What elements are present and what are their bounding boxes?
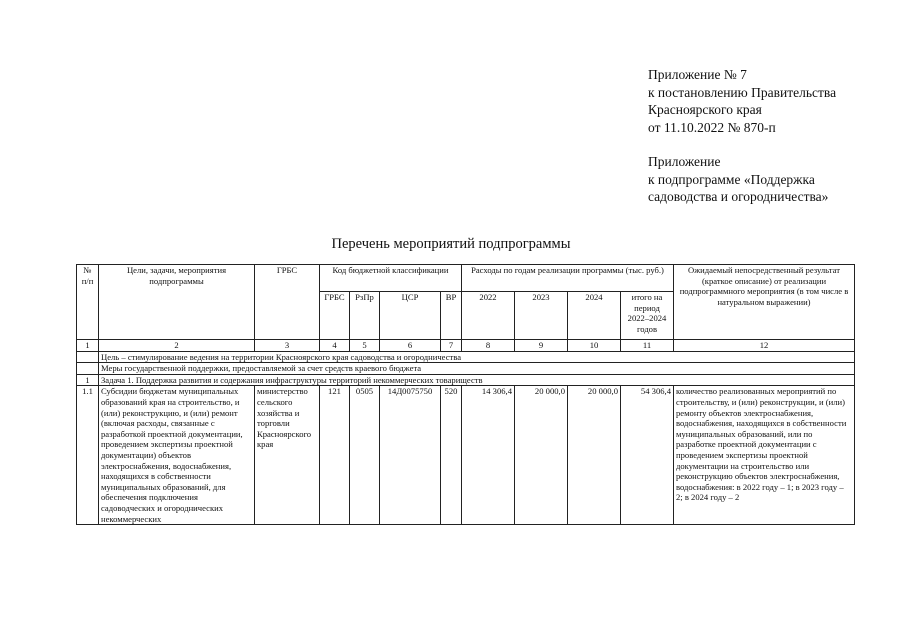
header-2024: 2024 [568,292,621,340]
row-grbs-code: 121 [320,386,350,525]
row-vr: 520 [441,386,462,525]
row-total: 54 306,4 [621,386,674,525]
row-2024: 20 000,0 [568,386,621,525]
column-number: 6 [380,340,441,352]
column-numbers-row [77,340,855,352]
column-number: 4 [320,340,350,352]
header-total: итого на период 2022–2024 годов [621,292,674,340]
header-2022: 2022 [462,292,515,340]
appendix-line: к подпрограмме «Поддержка [648,171,815,187]
goal-row [77,351,855,363]
header-csr: ЦСР [380,292,441,340]
header-row [77,265,855,292]
appendix-line: Приложение [648,154,721,169]
column-number: 8 [462,340,515,352]
header-bcc: Код бюджетной классификации [320,265,462,292]
appendix-subprogram [648,153,898,206]
row-description: Субсидии бюджетам муниципальных образований края на строительство, и (или) реконструкцию, и (или) ремонт (включая расходы, связанные с разработкой проектной документации, проведением экспертизы проектной документации) объектов электроснабжения, водоснабжения, находящихся в собственности муниципальных образований, для обеспечения подключения садоводческих и огороднических некоммерческих [99,386,255,525]
header-num: № п/п [77,265,99,340]
header-goals: Цели, задачи, мероприятия подпрограммы [99,265,255,340]
column-number: 12 [674,340,855,352]
header-result: Ожидаемый непосредственный результат (краткое описание) от реализации подпрограммного мероприятия (в том числе в натуральном выражении) [674,265,855,340]
row-2023: 20 000,0 [515,386,568,525]
measures-text: Меры государственной поддержки, предоставляемой за счет средств краевого бюджета [99,363,855,375]
header-grbs: ГРБС [255,265,320,340]
column-number: 3 [255,340,320,352]
row-csr: 14Д0075750 [380,386,441,525]
task-text: Задача 1. Поддержка развития и содержания инфраструктуры территорий некоммерческих товариществ [99,374,855,386]
row-rzpr: 0505 [350,386,380,525]
goal-text: Цель – стимулирование ведения на территории Красноярского края садоводства и огородничества [99,351,855,363]
appendix-line: к постановлению Правительства [648,84,837,100]
task-row [77,374,855,386]
appendix-line: от 11.10.2022 № 870-п [648,119,776,135]
column-number: 11 [621,340,674,352]
appendix-block [648,66,898,223]
column-number: 5 [350,340,380,352]
header-grbs-code: ГРБС [320,292,350,340]
appendix-line: садоводства и огородничества» [648,189,829,204]
appendix-line: Приложение № 7 [648,67,747,82]
column-number: 2 [99,340,255,352]
task-num: 1 [77,374,99,386]
measures-table [76,264,855,525]
appendix-line: Красноярского края [648,102,762,117]
header-expenses: Расходы по годам реализации программы (тыс. руб.) [462,265,674,292]
goal-num-cell [77,351,99,363]
column-number: 1 [77,340,99,352]
header-vr: ВР [441,292,462,340]
row-2022: 14 306,4 [462,386,515,525]
column-number: 10 [568,340,621,352]
row-result: количество реализованных мероприятий по строительству, и (или) реконструкции, и (или) ремонту объектов электроснабжения, водоснабжения, находящихся в собственности муниципальных образований, или по разработке проектной документации с проведением экспертизы проектной документации на строительство или реконструкцию объектов электроснабжения, водоснабжения: в 2022 году – 1; в 2023 году – 2; в 2024 году – 2 [674,386,855,525]
page-title: Перечень мероприятий подпрограммы [331,236,571,252]
measures-row [77,363,855,375]
row-num: 1.1 [77,386,99,525]
column-number: 7 [441,340,462,352]
appendix-resolution [648,66,898,136]
row-grbs: министерство сельского хозяйства и торговли Красноярского края [255,386,320,525]
column-number: 9 [515,340,568,352]
measures-num-cell [77,363,99,375]
table-row [77,386,855,525]
header-2023: 2023 [515,292,568,340]
header-rzpr: РзПр [350,292,380,340]
